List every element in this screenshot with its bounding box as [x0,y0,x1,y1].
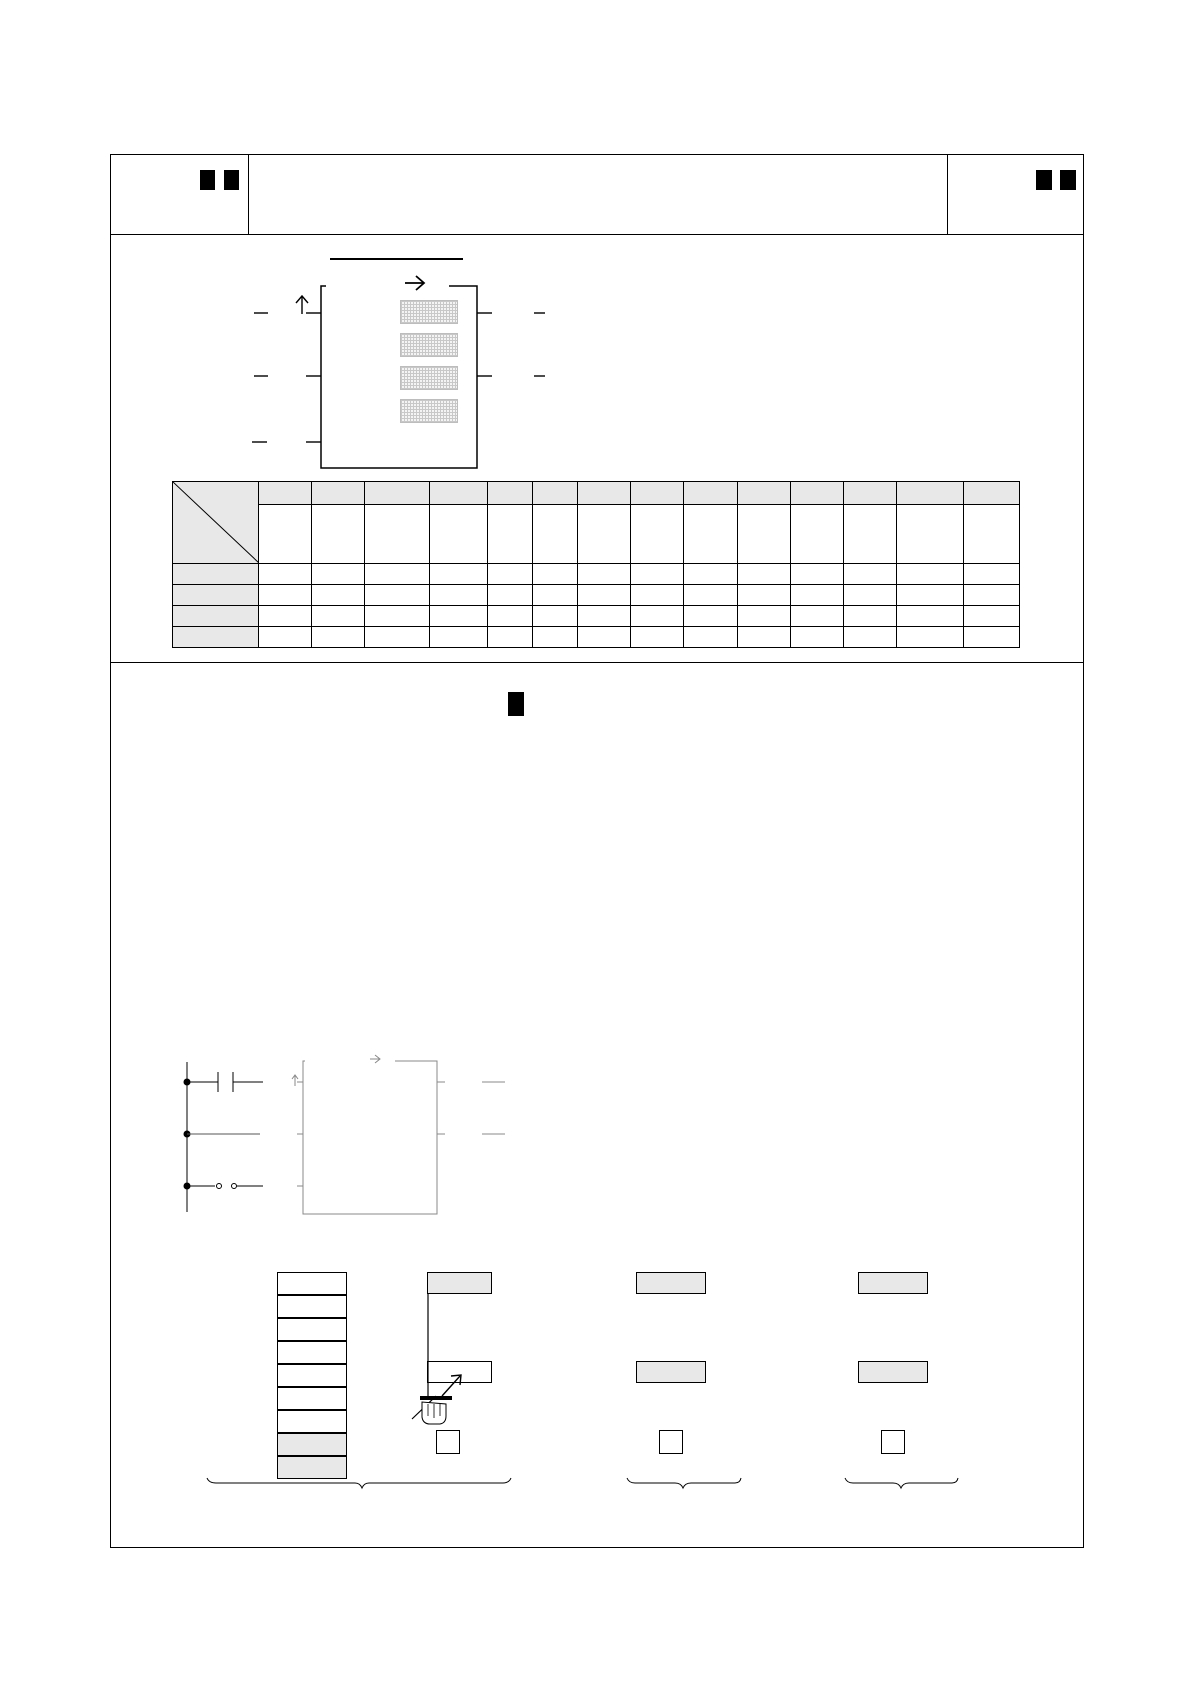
ladder-example [175,1040,515,1220]
contact-nc-icon [187,1184,263,1189]
header-left-divider [248,154,249,234]
operand-slot-3 [400,366,458,390]
group1-top-box [427,1272,492,1294]
stack-cell [277,1341,347,1364]
function-block-symbol [240,250,560,474]
stack-cell [277,1318,347,1341]
operand-slot-4 [400,399,458,423]
table-row [173,564,1020,585]
stack-cell-shaded [277,1433,347,1456]
stack-cell [277,1410,347,1433]
group-brackets [200,1476,960,1496]
header-right-divider [947,154,948,234]
table-row [173,627,1020,648]
group3-top-box [858,1272,928,1294]
hand-pointer-icon [422,1402,446,1424]
table-row [173,585,1020,606]
header-right-glyph-1 [1036,170,1052,190]
stack-cell [277,1364,347,1387]
contact-no-icon [187,1072,263,1092]
group3-mid-box [858,1361,928,1383]
section-divider [110,662,1084,663]
rising-edge-icon [296,296,308,314]
group1-bit-box [436,1430,460,1454]
operand-slot-2 [400,333,458,357]
group2-mid-box [636,1361,706,1383]
header-right-glyph-2 [1060,170,1076,190]
header-left-glyph-1 [200,170,215,190]
arrow-right-icon [405,276,424,290]
stack-cell [277,1295,347,1318]
stack-pointer [350,1270,500,1450]
header-left-glyph-2 [224,170,239,190]
group3-bit-box [881,1430,905,1454]
stack-cell [277,1272,347,1295]
table-row [173,606,1020,627]
header-divider [110,234,1084,235]
stack-cell [277,1387,347,1410]
group2-top-box [636,1272,706,1294]
section-heading-marker [508,692,524,716]
operand-slot-1 [400,300,458,324]
operand-table [172,481,1020,648]
table-corner-cell [173,482,259,564]
group1-mid-box [427,1361,492,1383]
group2-bit-box [659,1430,683,1454]
